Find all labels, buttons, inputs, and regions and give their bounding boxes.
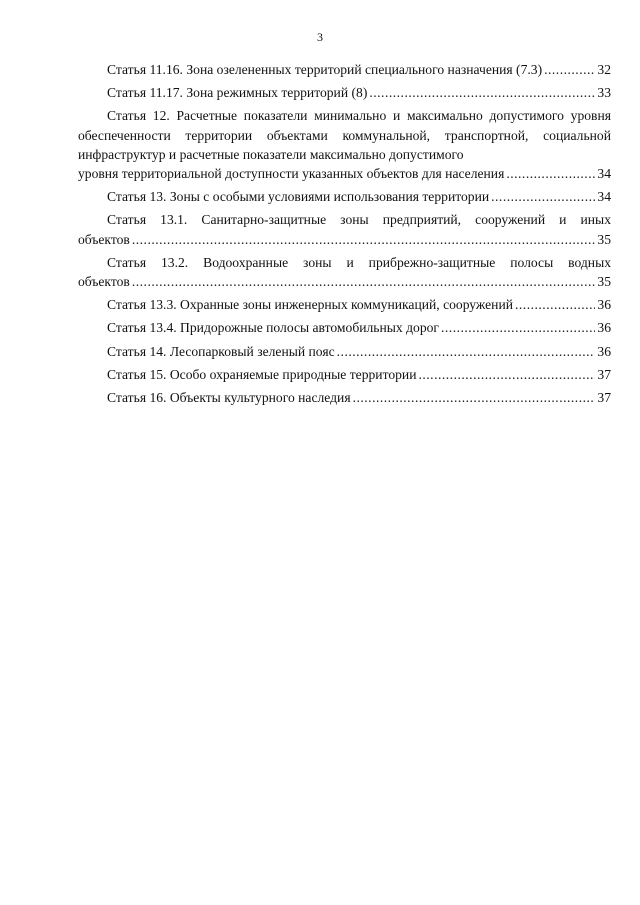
toc-entry-13-1 — [78, 210, 611, 248]
toc-entry-13-4 — [78, 318, 611, 337]
toc-dot-leader — [369, 83, 595, 102]
toc-entry-page: 36 — [597, 343, 611, 359]
toc-dot-leader — [337, 342, 596, 361]
toc-entry-13-2 — [78, 253, 611, 291]
toc-dot-leader — [515, 295, 595, 314]
toc-entry-page: 35 — [597, 231, 611, 247]
toc-entry-page: 34 — [597, 189, 611, 205]
toc-entry-last-line — [78, 272, 611, 291]
page-number: 3 — [317, 30, 323, 44]
toc-entry-13 — [78, 187, 611, 206]
toc-entry-title: Статья 13.2. Водоохранные зоны и прибрежно-защитные полосы водных — [107, 254, 611, 270]
table-of-contents — [78, 60, 611, 407]
toc-dot-leader — [418, 365, 595, 384]
toc-entry-title: Статья 12. Расчетные показатели минимально и максимально допустимого уровня обеспеченности территории объектами коммунальной, транспортной, социальной инфраструктур и расчетные показатели максимально допустимого — [78, 108, 611, 162]
toc-dot-leader — [491, 187, 595, 206]
toc-entry-15 — [78, 365, 611, 384]
toc-entry-page: 36 — [597, 320, 611, 336]
toc-entry-page: 35 — [597, 274, 611, 290]
toc-entry-title: Статья 15. Особо охраняемые природные территории — [107, 366, 417, 382]
toc-entry-16 — [78, 388, 611, 407]
toc-dot-leader — [353, 388, 596, 407]
toc-entry-page: 37 — [597, 366, 611, 382]
toc-entry-title: Статья 13.4. Придорожные полосы автомобильных дорог — [107, 320, 439, 336]
toc-entry-last-line — [78, 230, 611, 249]
toc-entry-title: Статья 13.3. Охранные зоны инженерных коммуникаций, сооружений — [107, 297, 513, 313]
toc-dot-leader — [544, 60, 595, 79]
toc-entry-page: 32 — [597, 62, 611, 77]
toc-entry-page: 34 — [597, 166, 611, 182]
toc-entry-page: 37 — [597, 390, 611, 406]
toc-entry-page: 33 — [597, 85, 611, 101]
toc-entry-title-end: объектов — [78, 231, 130, 247]
toc-entry-title: Статья 11.16. Зона озелененных территорий специального назначения (7.3) — [107, 62, 543, 77]
toc-entry-page: 36 — [597, 297, 611, 313]
toc-dot-leader — [441, 318, 595, 337]
toc-entry-title-end: объектов — [78, 274, 130, 290]
toc-entry-14 — [78, 342, 611, 361]
toc-entry-title-end: уровня территориальной доступности указанных объектов для населения — [78, 166, 505, 182]
toc-entry-13-3 — [78, 295, 611, 314]
toc-entry-last-line — [78, 164, 611, 183]
toc-dot-leader — [132, 272, 596, 291]
toc-entry-11-16 — [78, 60, 611, 79]
toc-dot-leader — [132, 230, 596, 249]
toc-entry-title: Статья 13. Зоны с особыми условиями использования территории — [107, 189, 490, 205]
toc-entry-title: Статья 13.1. Санитарно-защитные зоны предприятий, сооружений и иных — [107, 212, 611, 228]
toc-entry-title: Статья 14. Лесопарковый зеленый пояс — [107, 343, 335, 359]
toc-entry-12 — [78, 106, 611, 183]
toc-dot-leader — [506, 164, 595, 183]
toc-entry-title: Статья 16. Объекты культурного наследия — [107, 390, 351, 406]
toc-entry-11-17 — [78, 83, 611, 102]
toc-entry-title: Статья 11.17. Зона режимных территорий (8) — [107, 85, 368, 101]
